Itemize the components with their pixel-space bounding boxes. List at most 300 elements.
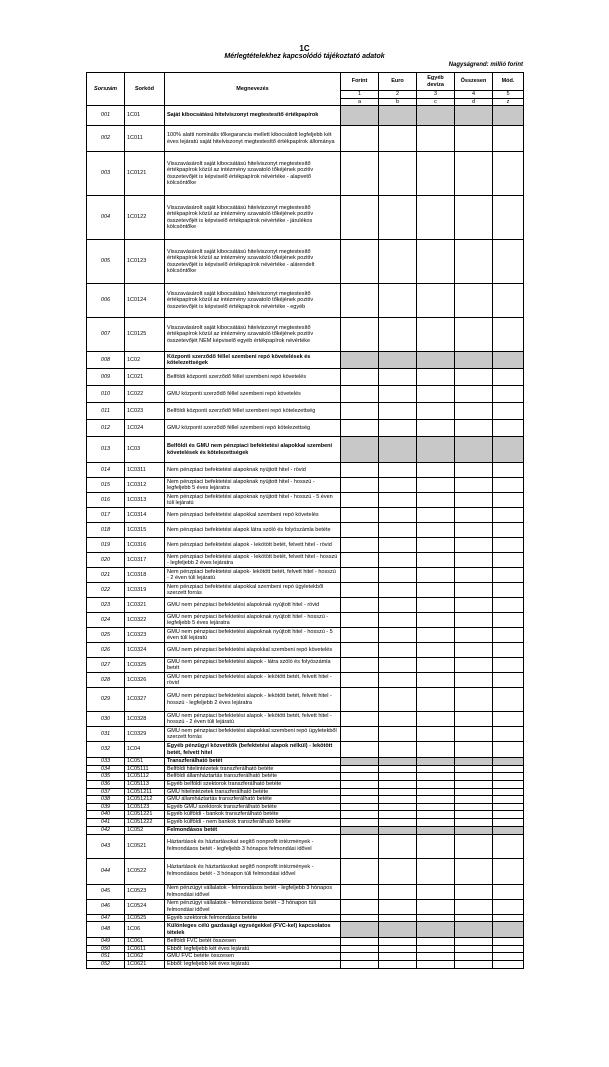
- value-cell-euro[interactable]: [379, 960, 417, 968]
- value-cell-euro[interactable]: [379, 803, 417, 811]
- value-cell-osszesen[interactable]: [455, 953, 493, 961]
- value-cell-euro[interactable]: [379, 508, 417, 523]
- row-name: GMU nem pénzpiaci befektetési alapoknak nyújtott hitel - hosszú - 5 éven túli lejáratú: [165, 628, 341, 643]
- value-cell-mod[interactable]: [493, 712, 524, 727]
- value-cell-osszesen[interactable]: [455, 508, 493, 523]
- row-code: 1C0122: [125, 196, 165, 240]
- value-cell-egyeb[interactable]: [417, 945, 455, 953]
- value-cell-mod[interactable]: [493, 403, 524, 420]
- value-cell-osszesen[interactable]: [455, 538, 493, 553]
- value-cell-egyeb[interactable]: [417, 796, 455, 804]
- row-code: 1C051212: [125, 796, 165, 804]
- row-name: Egyéb szektorok felmondásos betéte: [165, 914, 341, 922]
- value-cell-osszesen: [455, 826, 493, 834]
- value-cell-egyeb[interactable]: [417, 126, 455, 152]
- value-cell-osszesen[interactable]: [455, 914, 493, 922]
- value-cell-forint[interactable]: [341, 953, 379, 961]
- value-cell-egyeb[interactable]: [417, 834, 455, 858]
- value-cell-egyeb[interactable]: [417, 780, 455, 788]
- value-cell-mod[interactable]: [493, 152, 524, 196]
- table-row: [87, 758, 524, 766]
- row-name: Nem pénzügyi vállalatok - felmondásos betét - 3 hónapon túli felmondási idővel: [165, 899, 341, 914]
- value-cell-forint[interactable]: [341, 914, 379, 922]
- table-row: [87, 403, 524, 420]
- value-cell-forint: [341, 922, 379, 938]
- value-cell-forint[interactable]: [341, 240, 379, 284]
- value-cell-mod[interactable]: [493, 673, 524, 688]
- value-cell-euro[interactable]: [379, 538, 417, 553]
- value-cell-osszesen[interactable]: [455, 318, 493, 352]
- value-cell-forint[interactable]: [341, 938, 379, 946]
- row-number: 017: [87, 508, 125, 523]
- value-cell-mod[interactable]: [493, 899, 524, 914]
- value-cell-egyeb[interactable]: [417, 284, 455, 318]
- value-cell-euro[interactable]: [379, 463, 417, 478]
- value-cell-osszesen[interactable]: [455, 369, 493, 386]
- value-cell-osszesen[interactable]: [455, 386, 493, 403]
- value-cell-egyeb[interactable]: [417, 369, 455, 386]
- row-name: Nem pénzpiaci befektetési alapoknak nyújtott hitel - rövid: [165, 463, 341, 478]
- value-cell-euro[interactable]: [379, 318, 417, 352]
- value-cell-forint[interactable]: [341, 152, 379, 196]
- row-number: 023: [87, 598, 125, 613]
- value-cell-euro[interactable]: [379, 369, 417, 386]
- value-cell-osszesen[interactable]: [455, 553, 493, 568]
- row-name: Belföldi hitelintézetek transzferálható betéte: [165, 765, 341, 773]
- value-cell-mod[interactable]: [493, 284, 524, 318]
- table-row: [87, 922, 524, 938]
- value-cell-mod[interactable]: [493, 538, 524, 553]
- value-cell-euro[interactable]: [379, 126, 417, 152]
- value-cell-osszesen[interactable]: [455, 420, 493, 437]
- value-cell-euro[interactable]: [379, 780, 417, 788]
- value-cell-forint[interactable]: [341, 712, 379, 727]
- value-cell-forint[interactable]: [341, 673, 379, 688]
- value-cell-mod[interactable]: [493, 553, 524, 568]
- row-number: 012: [87, 420, 125, 437]
- value-cell-forint[interactable]: [341, 818, 379, 826]
- value-cell-mod[interactable]: [493, 834, 524, 858]
- value-cell-egyeb[interactable]: [417, 688, 455, 712]
- value-cell-mod[interactable]: [493, 643, 524, 658]
- value-cell-forint[interactable]: [341, 553, 379, 568]
- value-cell-egyeb[interactable]: [417, 712, 455, 727]
- value-cell-forint[interactable]: [341, 688, 379, 712]
- value-cell-egyeb[interactable]: [417, 318, 455, 352]
- value-cell-egyeb[interactable]: [417, 938, 455, 946]
- row-number: 010: [87, 386, 125, 403]
- value-cell-osszesen[interactable]: [455, 742, 493, 758]
- value-cell-forint[interactable]: [341, 899, 379, 914]
- value-cell-euro[interactable]: [379, 403, 417, 420]
- value-cell-forint[interactable]: [341, 508, 379, 523]
- value-cell-euro[interactable]: [379, 899, 417, 914]
- value-cell-euro[interactable]: [379, 583, 417, 598]
- row-name: GMU FVC betéte összesen: [165, 953, 341, 961]
- value-cell-forint[interactable]: [341, 788, 379, 796]
- row-name: Nem pénzpiaci befektetési alapok - lekötött betét, felvett hitel - rövid: [165, 538, 341, 553]
- value-cell-forint[interactable]: [341, 523, 379, 538]
- value-cell-forint[interactable]: [341, 858, 379, 884]
- value-cell-mod[interactable]: [493, 369, 524, 386]
- value-cell-egyeb[interactable]: [417, 884, 455, 899]
- col-num: 3: [417, 91, 455, 99]
- row-code: 1C062: [125, 953, 165, 961]
- value-cell-egyeb[interactable]: [417, 914, 455, 922]
- value-cell-osszesen[interactable]: [455, 773, 493, 781]
- row-name: GMU államháztartás transzferálható betéte: [165, 796, 341, 804]
- value-cell-osszesen[interactable]: [455, 196, 493, 240]
- table-row: [87, 688, 524, 712]
- row-code: 1C022: [125, 386, 165, 403]
- value-cell-mod[interactable]: [493, 773, 524, 781]
- row-code: 1C0322: [125, 613, 165, 628]
- value-cell-egyeb[interactable]: [417, 858, 455, 884]
- table-row: [87, 960, 524, 968]
- value-cell-osszesen[interactable]: [455, 818, 493, 826]
- row-number: 050: [87, 945, 125, 953]
- value-cell-euro[interactable]: [379, 673, 417, 688]
- value-cell-mod[interactable]: [493, 818, 524, 826]
- value-cell-forint[interactable]: [341, 773, 379, 781]
- value-cell-egyeb[interactable]: [417, 960, 455, 968]
- value-cell-mod[interactable]: [493, 938, 524, 946]
- value-cell-osszesen[interactable]: [455, 712, 493, 727]
- value-cell-forint[interactable]: [341, 613, 379, 628]
- value-cell-forint[interactable]: [341, 960, 379, 968]
- value-cell-mod[interactable]: [493, 478, 524, 493]
- value-cell-mod[interactable]: [493, 780, 524, 788]
- row-number: 034: [87, 765, 125, 773]
- value-cell-osszesen[interactable]: [455, 284, 493, 318]
- row-name: Transzferálható betét: [165, 758, 341, 766]
- value-cell-euro[interactable]: [379, 945, 417, 953]
- row-code: 1C05123: [125, 803, 165, 811]
- value-cell-mod[interactable]: [493, 788, 524, 796]
- value-cell-egyeb[interactable]: [417, 818, 455, 826]
- value-cell-euro[interactable]: [379, 811, 417, 819]
- value-cell-osszesen[interactable]: [455, 688, 493, 712]
- value-cell-forint[interactable]: [341, 834, 379, 858]
- table-row: [87, 352, 524, 369]
- value-cell-euro[interactable]: [379, 914, 417, 922]
- value-cell-euro[interactable]: [379, 553, 417, 568]
- col-letter: z: [493, 98, 524, 106]
- value-cell-egyeb[interactable]: [417, 493, 455, 508]
- value-cell-euro[interactable]: [379, 478, 417, 493]
- value-cell-egyeb[interactable]: [417, 643, 455, 658]
- value-cell-forint[interactable]: [341, 628, 379, 643]
- value-cell-egyeb[interactable]: [417, 727, 455, 742]
- value-cell-euro[interactable]: [379, 152, 417, 196]
- value-cell-osszesen[interactable]: [455, 858, 493, 884]
- value-cell-mod[interactable]: [493, 583, 524, 598]
- value-cell-osszesen[interactable]: [455, 788, 493, 796]
- value-cell-osszesen[interactable]: [455, 938, 493, 946]
- value-cell-forint[interactable]: [341, 780, 379, 788]
- value-cell-mod[interactable]: [493, 803, 524, 811]
- value-cell-osszesen[interactable]: [455, 796, 493, 804]
- value-cell-euro[interactable]: [379, 788, 417, 796]
- value-cell-mod[interactable]: [493, 884, 524, 899]
- row-number: 015: [87, 478, 125, 493]
- value-cell-osszesen[interactable]: [455, 568, 493, 583]
- value-cell-osszesen[interactable]: [455, 643, 493, 658]
- row-number: 024: [87, 613, 125, 628]
- value-cell-egyeb[interactable]: [417, 658, 455, 673]
- value-cell-mod[interactable]: [493, 523, 524, 538]
- value-cell-mod[interactable]: [493, 598, 524, 613]
- value-cell-egyeb[interactable]: [417, 613, 455, 628]
- value-cell-forint[interactable]: [341, 796, 379, 804]
- value-cell-osszesen[interactable]: [455, 403, 493, 420]
- row-code: 1C0621: [125, 960, 165, 968]
- value-cell-euro[interactable]: [379, 386, 417, 403]
- value-cell-forint[interactable]: [341, 658, 379, 673]
- value-cell-forint[interactable]: [341, 538, 379, 553]
- value-cell-euro[interactable]: [379, 953, 417, 961]
- value-cell-egyeb[interactable]: [417, 463, 455, 478]
- value-cell-egyeb[interactable]: [417, 478, 455, 493]
- row-name: Nem pénzpiaci befektetési alapokkal szembeni repó követelés: [165, 508, 341, 523]
- value-cell-mod[interactable]: [493, 493, 524, 508]
- value-cell-osszesen[interactable]: [455, 780, 493, 788]
- value-cell-egyeb[interactable]: [417, 403, 455, 420]
- value-cell-osszesen[interactable]: [455, 523, 493, 538]
- value-cell-egyeb[interactable]: [417, 523, 455, 538]
- row-name: GMU nem pénzpiaci befektetési alapoknak nyújtott hitel - hosszú - legfeljebb 5 éves lejáratra: [165, 613, 341, 628]
- value-cell-osszesen[interactable]: [455, 727, 493, 742]
- value-cell-forint[interactable]: [341, 727, 379, 742]
- value-cell-osszesen[interactable]: [455, 834, 493, 858]
- value-cell-euro[interactable]: [379, 938, 417, 946]
- value-cell-euro: [379, 922, 417, 938]
- value-cell-mod[interactable]: [493, 613, 524, 628]
- value-cell-euro[interactable]: [379, 420, 417, 437]
- table-row: [87, 884, 524, 899]
- value-cell-euro[interactable]: [379, 796, 417, 804]
- row-code: 1C0323: [125, 628, 165, 643]
- value-cell-mod[interactable]: [493, 727, 524, 742]
- value-cell-osszesen[interactable]: [455, 493, 493, 508]
- value-cell-osszesen[interactable]: [455, 628, 493, 643]
- value-cell-osszesen[interactable]: [455, 126, 493, 152]
- value-cell-osszesen[interactable]: [455, 583, 493, 598]
- value-cell-egyeb[interactable]: [417, 583, 455, 598]
- value-cell-mod[interactable]: [493, 196, 524, 240]
- value-cell-egyeb[interactable]: [417, 538, 455, 553]
- value-cell-forint[interactable]: [341, 643, 379, 658]
- value-cell-forint[interactable]: [341, 403, 379, 420]
- table-row: [87, 899, 524, 914]
- value-cell-egyeb[interactable]: [417, 765, 455, 773]
- value-cell-forint[interactable]: [341, 742, 379, 758]
- row-number: 045: [87, 884, 125, 899]
- value-cell-forint[interactable]: [341, 126, 379, 152]
- value-cell-forint[interactable]: [341, 369, 379, 386]
- value-cell-euro[interactable]: [379, 858, 417, 884]
- value-cell-forint[interactable]: [341, 463, 379, 478]
- row-name: Ebből: legfeljebb két éves lejáratú: [165, 960, 341, 968]
- table-row: [87, 788, 524, 796]
- row-number: 046: [87, 899, 125, 914]
- row-number: 035: [87, 773, 125, 781]
- value-cell-egyeb[interactable]: [417, 899, 455, 914]
- value-cell-forint[interactable]: [341, 196, 379, 240]
- value-cell-mod[interactable]: [493, 796, 524, 804]
- value-cell-egyeb[interactable]: [417, 788, 455, 796]
- value-cell-osszesen[interactable]: [455, 613, 493, 628]
- value-cell-egyeb[interactable]: [417, 953, 455, 961]
- value-cell-egyeb[interactable]: [417, 152, 455, 196]
- value-cell-egyeb[interactable]: [417, 553, 455, 568]
- value-cell-egyeb[interactable]: [417, 742, 455, 758]
- value-cell-forint[interactable]: [341, 386, 379, 403]
- value-cell-egyeb[interactable]: [417, 386, 455, 403]
- value-cell-euro[interactable]: [379, 643, 417, 658]
- value-cell-forint[interactable]: [341, 478, 379, 493]
- value-cell-euro[interactable]: [379, 568, 417, 583]
- value-cell-mod[interactable]: [493, 240, 524, 284]
- value-cell-egyeb[interactable]: [417, 773, 455, 781]
- row-number: 009: [87, 369, 125, 386]
- value-cell-euro[interactable]: [379, 628, 417, 643]
- value-cell-forint[interactable]: [341, 765, 379, 773]
- value-cell-forint[interactable]: [341, 811, 379, 819]
- value-cell-mod[interactable]: [493, 688, 524, 712]
- value-cell-osszesen[interactable]: [455, 478, 493, 493]
- value-cell-mod[interactable]: [493, 568, 524, 583]
- value-cell-euro[interactable]: [379, 765, 417, 773]
- value-cell-euro[interactable]: [379, 834, 417, 858]
- value-cell-forint[interactable]: [341, 945, 379, 953]
- value-cell-mod: [493, 758, 524, 766]
- value-cell-osszesen[interactable]: [455, 960, 493, 968]
- row-name: Felmondásos betét: [165, 826, 341, 834]
- value-cell-forint[interactable]: [341, 803, 379, 811]
- value-cell-forint[interactable]: [341, 598, 379, 613]
- value-cell-egyeb[interactable]: [417, 598, 455, 613]
- value-cell-mod[interactable]: [493, 628, 524, 643]
- value-cell-mod[interactable]: [493, 318, 524, 352]
- table-row: [87, 318, 524, 352]
- value-cell-euro[interactable]: [379, 742, 417, 758]
- value-cell-osszesen[interactable]: [455, 803, 493, 811]
- row-name: GMU nem pénzpiaci befektetési alapok - lekötött betét, felvett hitel - hosszú - legfeljebb 2 éves lejáratra: [165, 688, 341, 712]
- value-cell-mod[interactable]: [493, 658, 524, 673]
- value-cell-osszesen[interactable]: [455, 152, 493, 196]
- value-cell-euro[interactable]: [379, 493, 417, 508]
- value-cell-osszesen[interactable]: [455, 811, 493, 819]
- value-cell-mod: [493, 106, 524, 126]
- value-cell-euro[interactable]: [379, 658, 417, 673]
- value-cell-osszesen[interactable]: [455, 884, 493, 899]
- value-cell-euro[interactable]: [379, 240, 417, 284]
- row-number: 004: [87, 196, 125, 240]
- value-cell-osszesen[interactable]: [455, 673, 493, 688]
- value-cell-mod[interactable]: [493, 765, 524, 773]
- value-cell-egyeb[interactable]: [417, 803, 455, 811]
- value-cell-forint[interactable]: [341, 568, 379, 583]
- value-cell-osszesen[interactable]: [455, 598, 493, 613]
- row-name: Saját kibocsátású hitelviszonyt megtestesítő értékpapírok: [165, 106, 341, 126]
- value-cell-egyeb[interactable]: [417, 420, 455, 437]
- value-cell-euro[interactable]: [379, 818, 417, 826]
- col-letter: a: [341, 98, 379, 106]
- table-row: [87, 765, 524, 773]
- value-cell-mod: [493, 437, 524, 463]
- value-cell-euro[interactable]: [379, 598, 417, 613]
- value-cell-euro[interactable]: [379, 773, 417, 781]
- value-cell-mod[interactable]: [493, 914, 524, 922]
- value-cell-forint[interactable]: [341, 493, 379, 508]
- value-cell-egyeb[interactable]: [417, 568, 455, 583]
- value-cell-egyeb[interactable]: [417, 508, 455, 523]
- value-cell-forint[interactable]: [341, 884, 379, 899]
- value-cell-mod[interactable]: [493, 420, 524, 437]
- value-cell-egyeb[interactable]: [417, 628, 455, 643]
- value-cell-mod[interactable]: [493, 945, 524, 953]
- value-cell-egyeb[interactable]: [417, 673, 455, 688]
- row-code: 1C0316: [125, 538, 165, 553]
- row-number: 052: [87, 960, 125, 968]
- row-code: 1C011: [125, 126, 165, 152]
- value-cell-mod[interactable]: [493, 463, 524, 478]
- value-cell-egyeb[interactable]: [417, 811, 455, 819]
- value-cell-mod: [493, 922, 524, 938]
- value-cell-mod[interactable]: [493, 953, 524, 961]
- value-cell-egyeb: [417, 352, 455, 369]
- row-number: 026: [87, 643, 125, 658]
- value-cell-forint: [341, 106, 379, 126]
- value-cell-mod[interactable]: [493, 508, 524, 523]
- table-row: [87, 613, 524, 628]
- value-cell-osszesen[interactable]: [455, 765, 493, 773]
- value-cell-forint[interactable]: [341, 318, 379, 352]
- value-cell-osszesen[interactable]: [455, 463, 493, 478]
- value-cell-osszesen[interactable]: [455, 899, 493, 914]
- value-cell-egyeb[interactable]: [417, 240, 455, 284]
- value-cell-euro[interactable]: [379, 884, 417, 899]
- value-cell-euro[interactable]: [379, 688, 417, 712]
- value-cell-forint[interactable]: [341, 583, 379, 598]
- value-cell-forint[interactable]: [341, 420, 379, 437]
- value-cell-mod[interactable]: [493, 126, 524, 152]
- value-cell-mod[interactable]: [493, 386, 524, 403]
- row-name: Belföldi FVC betét összesen: [165, 938, 341, 946]
- row-number: 027: [87, 658, 125, 673]
- value-cell-euro[interactable]: [379, 727, 417, 742]
- value-cell-euro[interactable]: [379, 523, 417, 538]
- value-cell-mod: [493, 352, 524, 369]
- col-mod: Mód.: [493, 73, 524, 91]
- value-cell-euro[interactable]: [379, 712, 417, 727]
- value-cell-mod[interactable]: [493, 960, 524, 968]
- value-cell-forint[interactable]: [341, 284, 379, 318]
- value-cell-euro[interactable]: [379, 284, 417, 318]
- value-cell-osszesen[interactable]: [455, 945, 493, 953]
- value-cell-euro[interactable]: [379, 196, 417, 240]
- value-cell-euro[interactable]: [379, 613, 417, 628]
- table-row: [87, 284, 524, 318]
- value-cell-mod[interactable]: [493, 742, 524, 758]
- value-cell-osszesen[interactable]: [455, 658, 493, 673]
- value-cell-mod[interactable]: [493, 811, 524, 819]
- row-code: 1C01: [125, 106, 165, 126]
- value-cell-egyeb[interactable]: [417, 196, 455, 240]
- value-cell-osszesen[interactable]: [455, 240, 493, 284]
- value-cell-mod[interactable]: [493, 858, 524, 884]
